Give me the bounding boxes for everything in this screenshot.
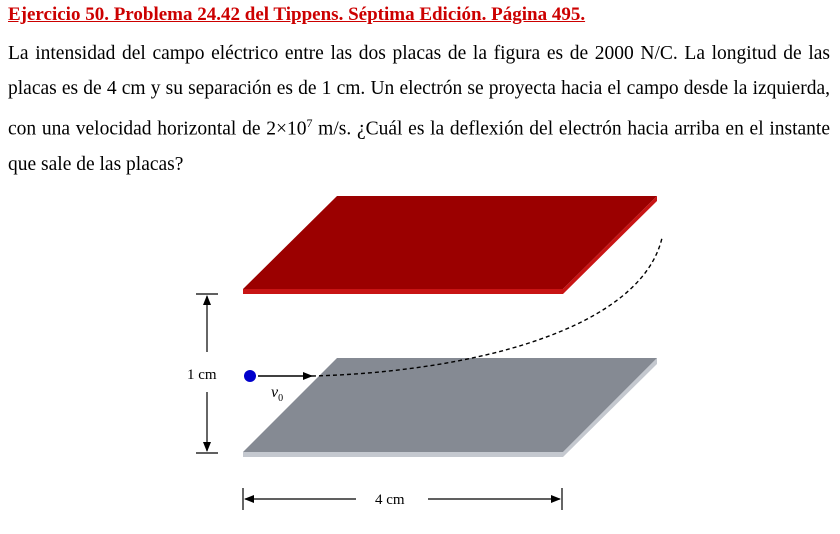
length-dimension — [243, 488, 562, 510]
problem-text-part1: La intensidad del campo eléctrico entre las dos placas de la figura es de 2000 N/C. La longitud de las placas es de 4 cm y su separación es de 1 cm. Un electrón se proyecta hacia el campo desde la izquierda, con una velocidad horizontal de 2×10 — [8, 43, 830, 140]
top-plate-face — [243, 196, 657, 289]
separation-dimension — [187, 294, 218, 453]
exercise-title: Ejercicio 50. Problema 24.42 del Tippens. Séptima Edición. Página 495. — [8, 4, 586, 25]
velocity-subscript: 0 — [278, 393, 284, 404]
bottom-plate-face — [243, 358, 657, 452]
velocity-label — [271, 384, 283, 404]
exponent: 7 — [306, 116, 313, 130]
velocity-symbol: v — [271, 384, 279, 401]
top-plate — [243, 196, 657, 294]
electron — [244, 370, 256, 382]
separation-label: 1 cm — [187, 367, 217, 383]
length-label: 4 cm — [375, 492, 405, 508]
problem-text-part2: m/s. ¿Cuál es la deflexión del electrón hacia arriba en el instante que sale de las placas? — [8, 118, 830, 175]
bottom-plate — [243, 358, 657, 457]
